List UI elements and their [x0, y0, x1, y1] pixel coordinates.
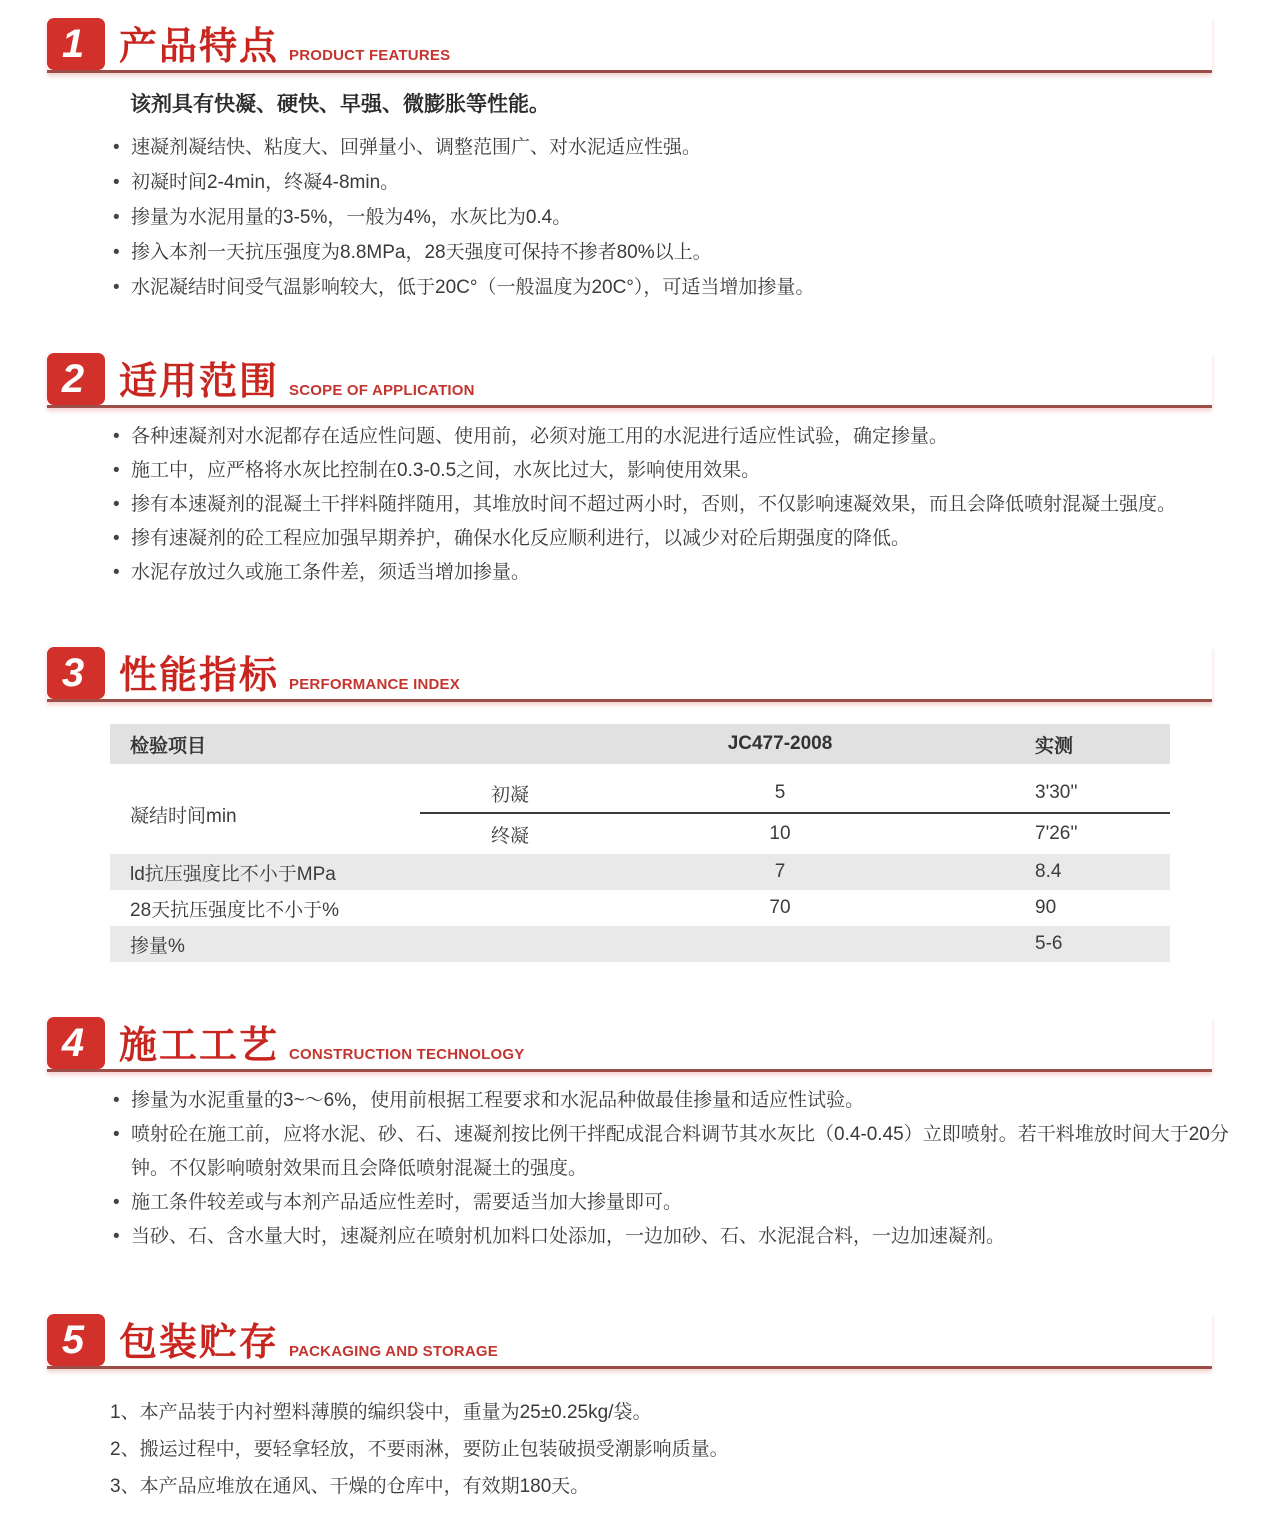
- section-title-cn: 适用范围: [119, 361, 280, 403]
- section-title-en: CONSTRUCTION TECHNOLOGY: [289, 1046, 525, 1063]
- section-title-en: PACKAGING AND STORAGE: [289, 1343, 498, 1360]
- list-item: 2、搬运过程中，要轻拿轻放，不要雨淋，要防止包装破损受潮影响质量。: [110, 1439, 729, 1460]
- section-header: [47, 353, 1212, 408]
- section-title-cn: 包装贮存: [119, 1322, 280, 1364]
- list-item: • 速凝剂凝结快、粘度大、回弹量小、调整范围广、对水泥适应性强。: [113, 130, 1230, 165]
- section-product-features: [0, 18, 1280, 305]
- list-item: • 喷射砼在施工前，应将水泥、砂、石、速凝剂按比例干拌配成混合料调节其水灰比（0.4-0.45）立即喷射。若干料堆放时间大于20分钟。不仅影响喷射效果而且会降低喷射混凝土的强度。: [113, 1118, 1230, 1186]
- section-number-badge: 2: [47, 353, 105, 405]
- list-item: • 掺量为水泥用量的3-5%，一般为4%，水灰比为0.4。: [113, 200, 1230, 235]
- section-title-cn: 性能指标: [119, 655, 280, 697]
- list-item: • 施工中，应严格将水灰比控制在0.3-0.5之间，水灰比过大，影响使用效果。: [113, 454, 1230, 488]
- subrow-label: 初凝: [490, 784, 529, 806]
- performance-table: [110, 724, 1170, 962]
- section-packaging-storage: [0, 1314, 1280, 1505]
- section-title-cn: 产品特点: [119, 26, 280, 68]
- features-intro: 该剂具有快凝、硬快、早强、微膨胀等性能。: [130, 93, 550, 116]
- list-item: • 掺入本剂一天抗压强度为8.8MPa，28天强度可保持不掺者80%以上。: [113, 235, 1230, 270]
- row-label: 掺量%: [130, 935, 185, 957]
- list-item: • 各种速凝剂对水泥都存在适应性问题、使用前，必须对施工用的水泥进行适应性试验，确定掺量。: [113, 420, 1230, 454]
- list-item: • 当砂、石、含水量大时，速凝剂应在喷射机加料口处添加，一边加砂、石、水泥混合料，一边加速凝剂。: [113, 1220, 1230, 1254]
- cell-measured: 7'26'': [1035, 823, 1078, 844]
- section-title-en: SCOPE OF APPLICATION: [289, 382, 475, 399]
- section-number-badge: 4: [47, 1017, 105, 1069]
- table-row-setting-time: [110, 774, 1170, 854]
- table-header-row: [110, 724, 1170, 764]
- section-performance-index: [0, 647, 1280, 962]
- setting-time-subrows: [420, 774, 1170, 854]
- subrow-label: 终凝: [490, 825, 529, 847]
- section-header: [47, 1017, 1212, 1072]
- section-title-en: PRODUCT FEATURES: [289, 47, 451, 64]
- list-item: • 水泥凝结时间受气温影响较大，低于20C°（一般温度为20C°），可适当增加掺量。: [113, 270, 1230, 305]
- section-number-badge: 1: [47, 18, 105, 70]
- section-construction-technology: [0, 1017, 1280, 1254]
- section-title-en: PERFORMANCE INDEX: [289, 676, 460, 693]
- section-header: [47, 1314, 1212, 1369]
- section-header: [47, 18, 1212, 73]
- col-header-standard: JC477-2008: [727, 733, 833, 754]
- list-item: • 初凝时间2-4min，终凝4-8min。: [113, 165, 1230, 200]
- cell-standard: 70: [769, 897, 791, 918]
- section-number-badge: 5: [47, 1314, 105, 1366]
- list-item: • 施工条件较差或与本剂产品适应性差时，需要适当加大掺量即可。: [113, 1186, 1230, 1220]
- col-header-measured: 实测: [1035, 735, 1074, 757]
- list-item: • 掺有本速凝剂的混凝土干拌料随拌随用，其堆放时间不超过两小时，否则，不仅影响速凝效果，而且会降低喷射混凝土强度。: [113, 488, 1230, 522]
- list-item: 1、本产品装于内衬塑料薄膜的编织袋中，重量为25±0.25kg/袋。: [110, 1402, 652, 1423]
- scope-list: [113, 420, 1230, 590]
- row-label: ld抗压强度比不小于MPa: [130, 863, 336, 885]
- cell-standard: 7: [774, 861, 786, 882]
- table-row: [110, 926, 1170, 962]
- features-list: [113, 130, 1230, 305]
- row-label: 凝结时间min: [130, 805, 237, 827]
- list-item: 3、本产品应堆放在通风、干燥的仓库中，有效期180天。: [110, 1476, 590, 1497]
- packaging-list: [110, 1394, 1220, 1505]
- list-item: • 掺有速凝剂的砼工程应加强早期养护，确保水化反应顺利进行，以减少对砼后期强度的降低。: [113, 522, 1230, 556]
- section-number-badge: 3: [47, 647, 105, 699]
- col-header-item: 检验项目: [130, 735, 207, 757]
- cell-measured: 90: [1035, 897, 1057, 918]
- cell-measured: 3'30'': [1035, 782, 1078, 803]
- table-subrow-initial-set: [420, 774, 1170, 814]
- table-row: [110, 890, 1170, 926]
- list-item: • 水泥存放过久或施工条件差，须适当增加掺量。: [113, 556, 1230, 590]
- table-subrow-final-set: [420, 814, 1170, 854]
- section-scope-of-application: [0, 353, 1280, 590]
- cell-standard: 5: [774, 782, 786, 803]
- row-label: 28天抗压强度比不小于%: [130, 899, 340, 921]
- cell-measured: 8.4: [1035, 861, 1062, 882]
- section-header: [47, 647, 1212, 702]
- cell-standard: 10: [769, 823, 791, 844]
- cell-measured: 5-6: [1035, 933, 1063, 954]
- section-title-cn: 施工工艺: [119, 1025, 280, 1067]
- table-row: [110, 854, 1170, 890]
- construction-list: [113, 1084, 1230, 1254]
- list-item: • 掺量为水泥重量的3~～6%，使用前根据工程要求和水泥品种做最佳掺量和适应性试验。: [113, 1084, 1230, 1118]
